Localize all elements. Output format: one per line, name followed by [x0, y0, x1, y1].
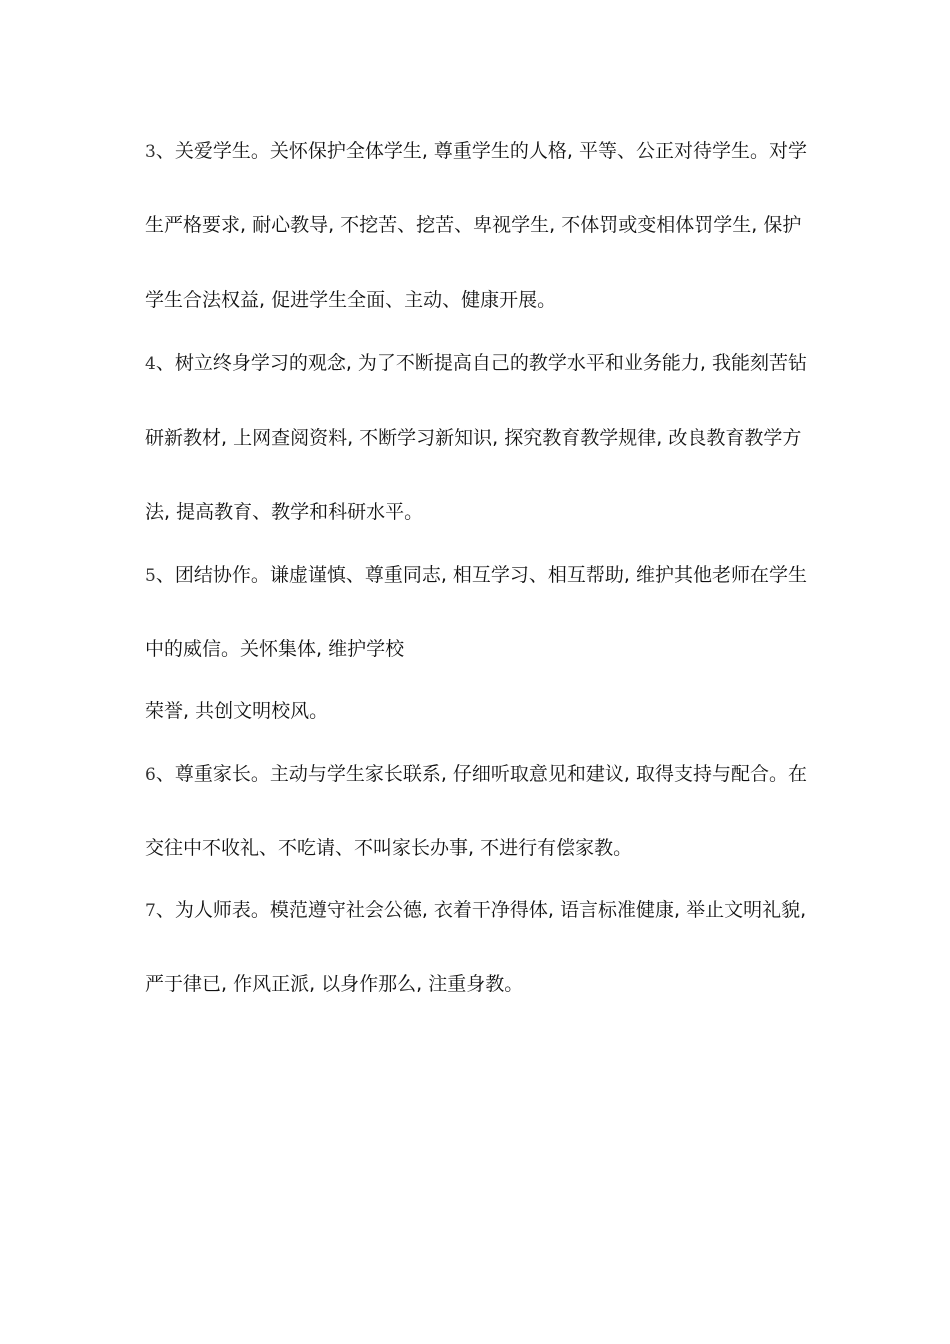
item-3-line-1	[145, 139, 825, 164]
item-text: 、为人师表。模范遵守社会公德, 衣着干净得体, 语言标准健康, 举止文明礼貌,	[155, 899, 807, 921]
item-text: 、尊重家长。主动与学生家长联系, 仔细听取意见和建议, 取得支持与配合。在	[155, 763, 807, 785]
item-4-line-3: 法, 提高教育、教学和科研水平。	[145, 501, 424, 523]
item-4-line-1	[145, 351, 825, 376]
item-number: 4	[145, 354, 156, 374]
item-7-line-1	[145, 898, 825, 923]
item-number: 6	[145, 765, 156, 785]
item-7-line-2: 严于律已, 作风正派, 以身作那么, 注重身教。	[145, 973, 524, 995]
item-3-line-2: 生严格要求, 耐心教导, 不挖苦、挖苦、卑视学生, 不体罚或变相体罚学生, 保护	[145, 214, 802, 236]
item-number: 5	[145, 566, 156, 586]
item-text: 、树立终身学习的观念, 为了不断提高自己的教学水平和业务能力, 我能刻苦钻	[155, 352, 807, 374]
item-5-line-1	[145, 563, 825, 588]
item-6-line-2: 交往中不收礼、不吃请、不叫家长办事, 不进行有偿家教。	[145, 837, 633, 859]
item-5-line-2: 中的威信。关怀集体, 维护学校	[145, 638, 405, 660]
item-text: 、团结协作。谦虚谨慎、尊重同志, 相互学习、相互帮助, 维护其他老师在学生	[155, 564, 807, 586]
item-4-line-2: 研新教材, 上网查阅资料, 不断学习新知识, 探究教育教学规律, 改良教育教学方	[145, 427, 802, 449]
item-number: 7	[145, 901, 156, 921]
item-6-line-1	[145, 762, 825, 787]
item-5-line-3: 荣誉, 共创文明校风。	[145, 700, 329, 722]
item-text: 、关爱学生。关怀保护全体学生, 尊重学生的人格, 平等、公正对待学生。对学	[155, 140, 807, 162]
item-number: 3	[145, 142, 156, 162]
item-3-line-3: 学生合法权益, 促进学生全面、主动、健康开展。	[145, 289, 557, 311]
